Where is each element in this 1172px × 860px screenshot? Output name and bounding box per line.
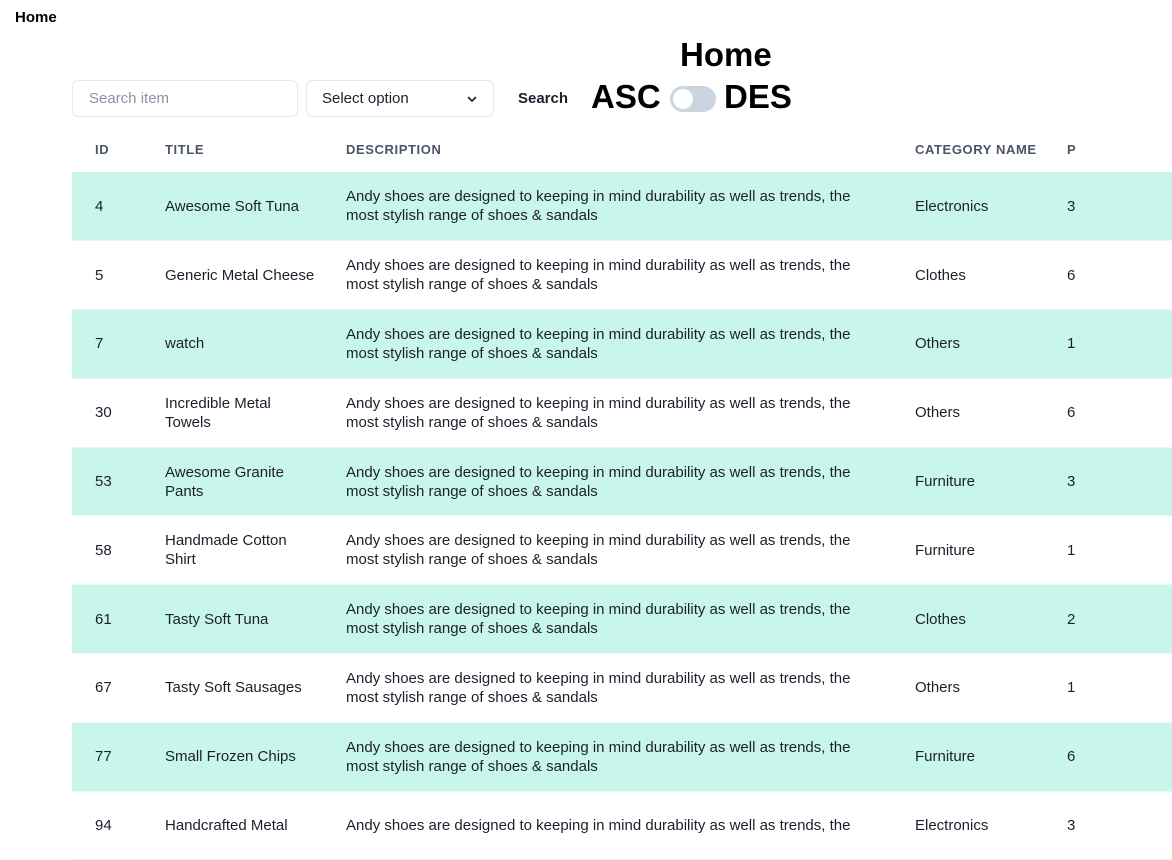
cell-title: Awesome Soft Tuna bbox=[142, 172, 346, 241]
cell-id: 58 bbox=[72, 516, 142, 585]
home-link[interactable]: Home bbox=[15, 9, 57, 26]
cell-id: 94 bbox=[72, 791, 142, 860]
cell-id: 5 bbox=[72, 241, 142, 310]
cell-category: Furniture bbox=[915, 516, 1067, 585]
table-row[interactable] bbox=[72, 447, 1172, 516]
products-table bbox=[72, 126, 1172, 860]
cell-price: 3 bbox=[1067, 172, 1172, 241]
cell-description: Andy shoes are designed to keeping in mind durability as well as trends, the most stylish range of shoes & sandals bbox=[346, 172, 915, 241]
cell-title: Tasty Soft Tuna bbox=[142, 585, 346, 654]
cell-id: 53 bbox=[72, 447, 142, 516]
cell-id: 7 bbox=[72, 310, 142, 379]
cell-price: 6 bbox=[1067, 241, 1172, 310]
toggle-knob bbox=[673, 89, 693, 109]
cell-id: 67 bbox=[72, 654, 142, 723]
cell-id: 30 bbox=[72, 378, 142, 447]
cell-category: Furniture bbox=[915, 722, 1067, 791]
table-row[interactable] bbox=[72, 378, 1172, 447]
header-id: ID bbox=[95, 141, 110, 157]
cell-id: 4 bbox=[72, 172, 142, 241]
cell-price: 6 bbox=[1067, 722, 1172, 791]
cell-title: Handmade Cotton Shirt bbox=[142, 516, 346, 585]
cell-description: Andy shoes are designed to keeping in mind durability as well as trends, the most stylish range of shoes & sandals bbox=[346, 516, 915, 585]
cell-category: Furniture bbox=[915, 447, 1067, 516]
products-table-container[interactable] bbox=[72, 126, 1100, 835]
cell-description: Andy shoes are designed to keeping in mind durability as well as trends, the most stylish range of shoes & sandals bbox=[346, 447, 915, 516]
cell-title: Incredible Metal Towels bbox=[142, 378, 346, 447]
search-button[interactable]: Search bbox=[504, 80, 582, 117]
header-category: CATEGORY NAME bbox=[915, 141, 1037, 157]
table-row[interactable] bbox=[72, 310, 1172, 379]
sort-order-toggle[interactable] bbox=[670, 86, 716, 112]
table-row[interactable] bbox=[72, 241, 1172, 310]
cell-title: Small Frozen Chips bbox=[142, 722, 346, 791]
header-title: TITLE bbox=[165, 141, 205, 157]
cell-category: Clothes bbox=[915, 585, 1067, 654]
category-select[interactable] bbox=[306, 80, 494, 117]
table-header-row bbox=[72, 126, 1172, 172]
cell-description: Andy shoes are designed to keeping in mind durability as well as trends, the most stylish range of shoes & sandals bbox=[346, 654, 915, 723]
table-row[interactable] bbox=[72, 654, 1172, 723]
header-description: DESCRIPTION bbox=[346, 141, 442, 157]
cell-category: Clothes bbox=[915, 241, 1067, 310]
cell-title: Tasty Soft Sausages bbox=[142, 654, 346, 723]
cell-title: Handcrafted Metal bbox=[142, 791, 346, 860]
cell-category: Others bbox=[915, 310, 1067, 379]
cell-price: 1 bbox=[1067, 654, 1172, 723]
cell-price: 3 bbox=[1067, 791, 1172, 860]
search-input[interactable] bbox=[72, 80, 298, 117]
sort-asc-label: ASC bbox=[591, 78, 661, 115]
chevron-down-icon bbox=[466, 93, 478, 105]
table-row[interactable] bbox=[72, 722, 1172, 791]
cell-title: Generic Metal Cheese bbox=[142, 241, 346, 310]
cell-description: Andy shoes are designed to keeping in mind durability as well as trends, the bbox=[346, 791, 915, 860]
cell-description: Andy shoes are designed to keeping in mind durability as well as trends, the most stylish range of shoes & sandals bbox=[346, 378, 915, 447]
header-price: P bbox=[1067, 141, 1077, 157]
cell-price: 6 bbox=[1067, 378, 1172, 447]
cell-id: 77 bbox=[72, 722, 142, 791]
select-value: Select option bbox=[322, 90, 409, 107]
cell-title: watch bbox=[142, 310, 346, 379]
table-row[interactable] bbox=[72, 516, 1172, 585]
cell-description: Andy shoes are designed to keeping in mind durability as well as trends, the most stylish range of shoes & sandals bbox=[346, 722, 915, 791]
cell-price: 1 bbox=[1067, 310, 1172, 379]
sort-des-label: DES bbox=[724, 78, 792, 115]
cell-category: Electronics bbox=[915, 172, 1067, 241]
cell-id: 61 bbox=[72, 585, 142, 654]
table-row[interactable] bbox=[72, 791, 1172, 860]
cell-price: 1 bbox=[1067, 516, 1172, 585]
cell-price: 3 bbox=[1067, 447, 1172, 516]
cell-category: Others bbox=[915, 378, 1067, 447]
page-title: Home bbox=[680, 36, 772, 73]
cell-description: Andy shoes are designed to keeping in mind durability as well as trends, the most stylish range of shoes & sandals bbox=[346, 241, 915, 310]
table-row[interactable] bbox=[72, 172, 1172, 241]
cell-category: Others bbox=[915, 654, 1067, 723]
cell-category: Electronics bbox=[915, 791, 1067, 860]
table-row[interactable] bbox=[72, 585, 1172, 654]
cell-description: Andy shoes are designed to keeping in mind durability as well as trends, the most stylish range of shoes & sandals bbox=[346, 585, 915, 654]
cell-title: Awesome Granite Pants bbox=[142, 447, 346, 516]
cell-description: Andy shoes are designed to keeping in mind durability as well as trends, the most stylish range of shoes & sandals bbox=[346, 310, 915, 379]
cell-price: 2 bbox=[1067, 585, 1172, 654]
